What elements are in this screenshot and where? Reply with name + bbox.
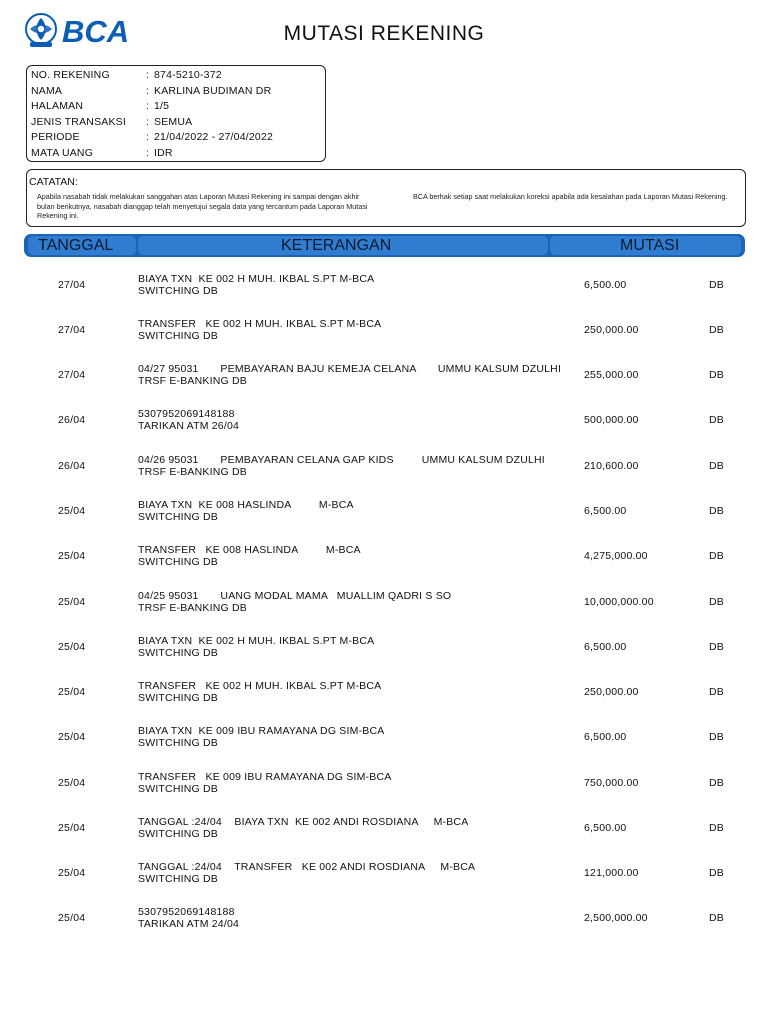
table-row [0,452,768,492]
notes-left-text: Apabila nasabah tidak melakukan sanggahan atas Laporan Mutasi Rekening ini sampai dengan akhir bulan berikutnya, nasabah dianggap telah menyetujui segala data yang tercantum pada Laporan Mutasi Rekening ini. [37,192,368,220]
table-row [0,497,768,537]
row-description: TANGGAL :24/04 BIAYA TXN KE 002 ANDI ROSDIANA M-BCA SWITCHING DB [138,816,469,840]
row-type: DB [709,369,724,381]
table-row [0,859,768,899]
info-value: KARLINA BUDIMAN DR [154,84,272,97]
row-date: 27/04 [58,324,86,336]
row-amount: 750,000.00 [584,777,639,789]
column-header-keterangan: KETERANGAN [281,237,392,254]
row-amount: 10,000,000.00 [584,596,654,608]
page-title-text: MUTASI REKENING [283,22,485,45]
row-type: DB [709,777,724,789]
table-row [0,904,768,944]
row-type: DB [709,414,724,426]
row-date: 25/04 [58,686,86,698]
column-header-mutasi: MUTASI [620,237,680,254]
row-date: 25/04 [58,641,86,653]
row-date: 25/04 [58,912,86,924]
row-description: 04/26 95031 PEMBAYARAN CELANA GAP KIDS UMMU KALSUM DZULHI TRSF E-BANKING DB [138,454,545,478]
row-type: DB [709,460,724,472]
table-row [0,723,768,763]
info-label: NAMA [31,84,63,97]
row-amount: 4,275,000.00 [584,550,648,562]
row-amount: 250,000.00 [584,324,639,336]
row-description: BIAYA TXN KE 008 HASLINDA M-BCA SWITCHING DB [138,499,354,523]
row-amount: 6,500.00 [584,641,627,653]
row-type: DB [709,550,724,562]
table-row [0,271,768,311]
row-description: 04/27 95031 PEMBAYARAN BAJU KEMEJA CELANA UMMU KALSUM DZULHI TRSF E-BANKING DB [138,363,562,387]
notes-box [26,169,746,227]
info-value: 1/5 [154,100,170,112]
row-date: 25/04 [58,731,86,743]
row-description: BIAYA TXN KE 002 H MUH. IKBAL S.PT M-BCA SWITCHING DB [138,635,375,659]
row-type: DB [709,324,724,336]
row-amount: 6,500.00 [584,279,627,291]
row-description: 5307952069148188 TARIKAN ATM 24/04 [138,906,240,930]
row-amount: 6,500.00 [584,731,627,743]
info-value: IDR [154,146,173,159]
row-description: TRANSFER KE 009 IBU RAMAYANA DG SIM-BCA SWITCHING DB [138,771,392,795]
notes-right-text: BCA berhak setiap saat melakukan koreksi apabila ada kesalahan pada Laporan Mutasi Rekening. [413,192,728,201]
row-amount: 6,500.00 [584,822,627,834]
info-value: 21/04/2022 - 27/04/2022 [154,131,274,143]
table-row [0,406,768,446]
row-amount: 500,000.00 [584,414,639,426]
table-row [0,361,768,401]
row-description: BIAYA TXN KE 002 H MUH. IKBAL S.PT M-BCA SWITCHING DB [138,273,375,297]
row-description: 5307952069148188 TARIKAN ATM 26/04 [138,408,240,432]
table-row [0,633,768,673]
row-date: 26/04 [58,460,86,472]
account-info-box: NO. REKENING : 874-5210-372 NAMA : KARLINA BUDIMAN DR HALAMAN : 1/5 JENIS TRANSAKSI : SEMUA PERIODE : 21/04/2022 - 27/04/2022 MATA UANG : IDR [26,65,326,162]
row-date: 25/04 [58,550,86,562]
row-description: TRANSFER KE 002 H MUH. IKBAL S.PT M-BCA SWITCHING DB [138,318,382,342]
row-description: BIAYA TXN KE 009 IBU RAMAYANA DG SIM-BCA SWITCHING DB [138,725,385,749]
row-type: DB [709,867,724,879]
row-date: 25/04 [58,505,86,517]
row-date: 27/04 [58,279,86,291]
table-row [0,769,768,809]
table-row [0,542,768,582]
row-type: DB [709,279,724,291]
row-type: DB [709,596,724,608]
table-header [24,234,745,257]
table-row [0,588,768,628]
row-type: DB [709,641,724,653]
row-date: 26/04 [58,414,86,426]
bca-logo-text: BCA [62,14,130,49]
info-value: 874-5210-372 [154,69,222,81]
row-type: DB [709,686,724,698]
page-title [0,22,768,46]
row-amount: 255,000.00 [584,369,639,381]
info-label: JENIS TRANSAKSI [31,115,126,128]
info-value: SEMUA [154,115,193,128]
row-type: DB [709,822,724,834]
row-type: DB [709,912,724,924]
row-amount: 210,600.00 [584,460,639,472]
table-row [0,814,768,854]
table-row [0,678,768,718]
row-date: 27/04 [58,369,86,381]
info-label: MATA UANG [31,146,94,159]
row-type: DB [709,505,724,517]
info-label: PERIODE [31,131,80,143]
row-date: 25/04 [58,822,86,834]
row-date: 25/04 [58,596,86,608]
row-amount: 121,000.00 [584,867,639,879]
row-description: TRANSFER KE 008 HASLINDA M-BCA SWITCHING DB [138,544,361,568]
row-description: TANGGAL :24/04 TRANSFER KE 002 ANDI ROSDIANA M-BCA SWITCHING DB [138,861,476,885]
row-type: DB [709,731,724,743]
row-amount: 6,500.00 [584,505,627,517]
row-description: 04/25 95031 UANG MODAL MAMA MUALLIM QADRI S SO TRSF E-BANKING DB [138,590,452,614]
row-amount: 2,500,000.00 [584,912,648,924]
table-row [0,316,768,356]
row-amount: 250,000.00 [584,686,639,698]
info-label: HALAMAN [31,100,84,112]
row-date: 25/04 [58,777,86,789]
notes-title: CATATAN: [29,176,78,188]
row-description: TRANSFER KE 002 H MUH. IKBAL S.PT M-BCA SWITCHING DB [138,680,382,704]
column-header-tanggal: TANGGAL [38,237,114,254]
info-label: NO. REKENING [31,69,110,81]
row-date: 25/04 [58,867,86,879]
